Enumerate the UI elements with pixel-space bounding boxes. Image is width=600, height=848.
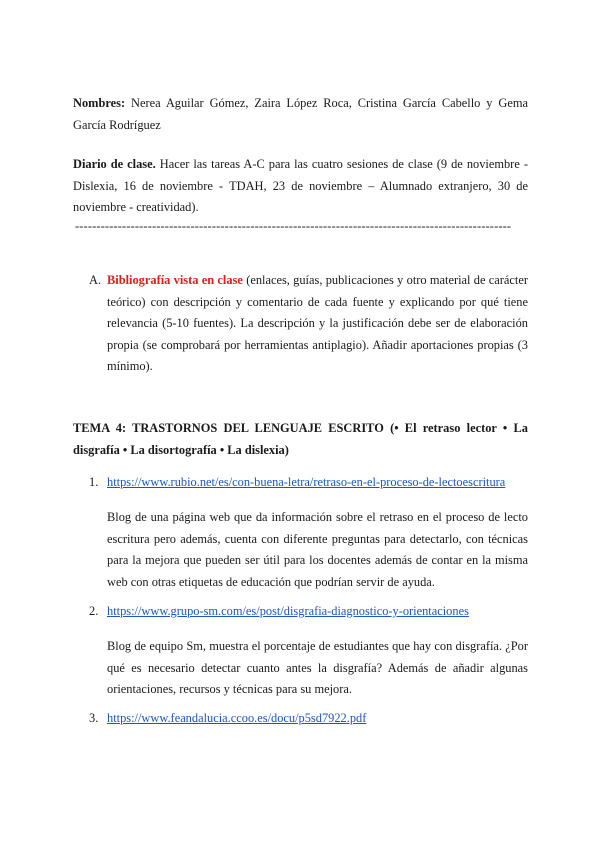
names-value: Nerea Aguilar Gómez, Zaira López Roca, Cristina García Cabello y Gema García Rodríguez <box>73 96 528 132</box>
tema-heading: TEMA 4: TRASTORNOS DEL LENGUAJE ESCRITO (• El retraso lector • La disgrafía • La disortografía • La dislexia) <box>73 421 528 457</box>
dashed-divider: ------------------------------------------------------------------------------------------------------ <box>75 219 512 233</box>
diary-paragraph <box>73 154 528 219</box>
item-3-marker: 3. <box>89 711 99 725</box>
task-a-text: (enlaces, guías, publicaciones y otro material de carácter teórico) con descripción y comentario de cada fuente y explicando por qué tiene relevancia (5-10 fuentes). La descripción y la justificación debe ser de elaboración propia (se comprobará por herramientas antiplagio). Añadir aportaciones propias (3 mínimo). <box>107 273 528 373</box>
diary-text: Hacer las tareas A-C para las cuatro sesiones de clase (9 de noviembre - Dislexia, 16 de noviembre - TDAH, 23 de noviembre – Alumnado extranjero, 30 de noviembre - creatividad). <box>73 157 528 214</box>
names-label: Nombres: <box>73 96 126 110</box>
task-a-marker: A. <box>89 273 102 287</box>
item-1-marker: 1. <box>89 475 99 489</box>
task-a-paragraph <box>107 270 528 378</box>
task-a-title: Bibliografía vista en clase <box>107 273 243 287</box>
item-2-description: Blog de equipo Sm, muestra el porcentaje de estudiantes que hay con disgrafía. ¿Por qué es necesario detectar cuanto antes la disgrafía? Además de añadir algunas orientaciones, recursos y técnicas para su mejora. <box>107 639 528 696</box>
item-1-link[interactable]: https://www.rubio.net/es/con-buena-letra/retraso-en-el-proceso-de-lectoescritura <box>107 475 506 489</box>
item-2-marker: 2. <box>89 604 99 618</box>
item-1-description: Blog de una página web que da información sobre el retraso en el proceso de lecto escritura pero además, cuenta con diferente preguntas para detectarlo, con técnicas para la mejora que pueden ser útil para los docentes además de contar en la misma web con otras etiquetas de educación que podrían servir de ayuda. <box>107 510 528 589</box>
item-2-link[interactable]: https://www.grupo-sm.com/es/post/disgrafia-diagnostico-y-orientaciones <box>107 604 469 618</box>
item-3-link[interactable]: https://www.feandalucia.ccoo.es/docu/p5sd7922.pdf <box>107 711 367 725</box>
names-paragraph <box>73 93 528 136</box>
diary-label: Diario de clase. <box>73 157 156 171</box>
